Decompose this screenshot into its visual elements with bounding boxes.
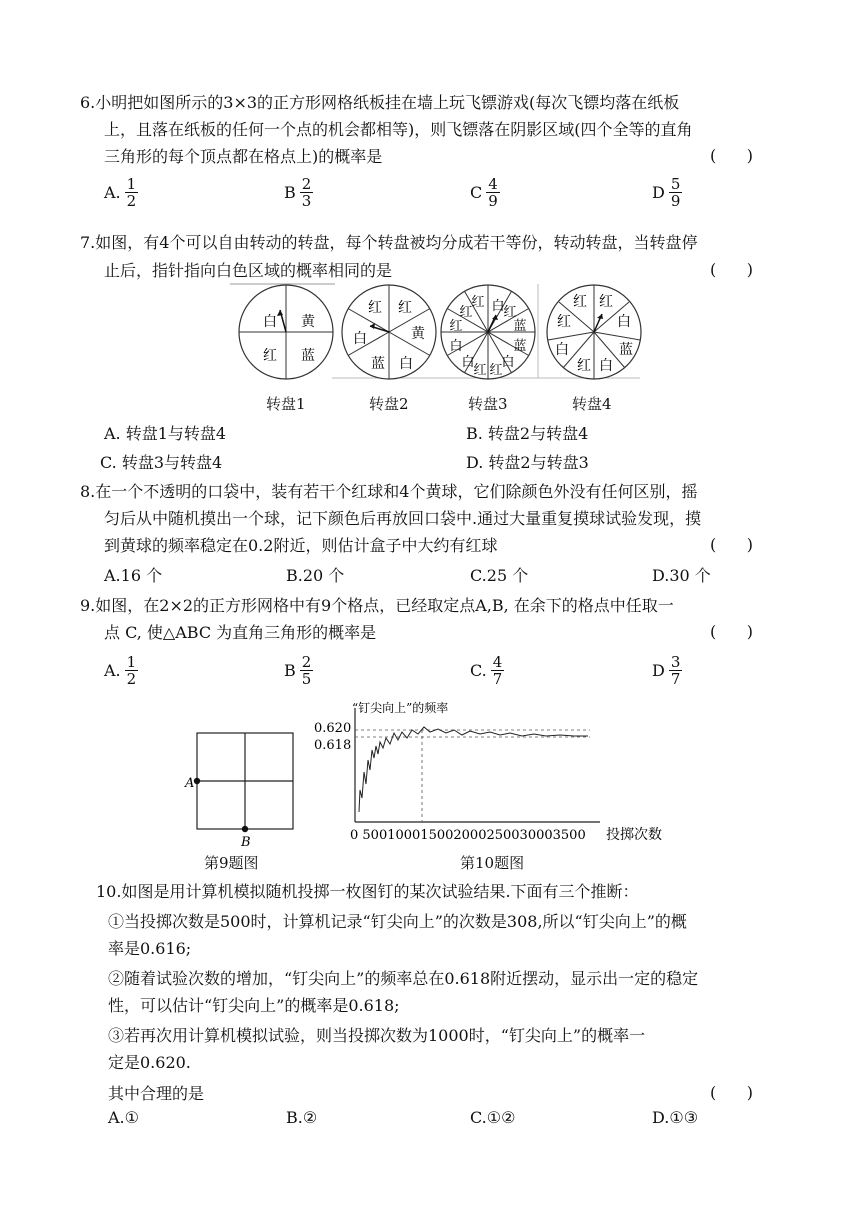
spinners-figure (230, 282, 650, 390)
spinner-3-label: 蓝 (513, 339, 527, 354)
spinner-4-label: 蓝 (619, 342, 633, 358)
spinner-1-label: 白 (263, 314, 277, 330)
spinner-4-label: 红 (557, 314, 571, 330)
q6-option-d[interactable]: D $\frac{5}{9}$ (652, 175, 681, 210)
spinner-3 (441, 285, 535, 379)
q8-answer-paren[interactable]: ( ) (710, 535, 753, 554)
spinner-2-label: 红 (368, 300, 382, 316)
frequency-chart (310, 700, 690, 850)
spinner-4-label: 红 (573, 294, 587, 310)
q10-statement-1-cont: 率是0.616; (108, 939, 192, 958)
point-a-label: A (185, 776, 195, 791)
q10-statement-3-cont: 定是0.620. (108, 1053, 191, 1072)
spinner-4-label: 白 (555, 342, 569, 358)
q6-line-1: 6.小明把如图所示的3×3的正方形网格纸板挂在墙上玩飞镖游戏(每次飞镖均落在纸板 (80, 93, 680, 112)
q9-option-b[interactable]: B $\frac{2}{5}$ (284, 653, 312, 688)
spinner-3-label: 白 (449, 339, 463, 354)
point-b (242, 826, 248, 832)
spinner-3-label: 红 (473, 363, 487, 378)
q7-option-b[interactable]: B. 转盘2与转盘4 (466, 424, 589, 443)
q7-line-1: 7.如图，有4个可以自由转动的转盘，每个转盘被均分成若干等份，转动转盘，当转盘停 (80, 233, 698, 252)
spinner-4 (547, 285, 641, 379)
fraction: $\frac{4}{9}$ (488, 175, 498, 210)
q10-answer-paren[interactable]: ( ) (710, 1083, 753, 1102)
q6-option-b[interactable]: B $\frac{2}{3}$ (284, 175, 312, 210)
q9-option-d[interactable]: D $\frac{3}{7}$ (652, 653, 681, 688)
x-axis-label: 投掷次数 (606, 827, 662, 843)
figure-9-caption: 第9题图 (204, 854, 259, 872)
q8-option-d[interactable]: D.30 个 (652, 566, 711, 585)
q7-option-c[interactable]: C. 转盘3与转盘4 (100, 453, 223, 472)
q6-line-3: 三角形的每个顶点都在格点上)的概率是 (104, 147, 383, 166)
q10-statement-1: ①当投掷次数是500时，计算机记录“钉尖向上”的次数是308,所以“钉尖向上”的概 (108, 912, 687, 931)
q9-option-c[interactable]: C. $\frac{4}{7}$ (470, 653, 503, 688)
y-tick-0620: 0.620 (314, 721, 352, 736)
q7-option-d[interactable]: D. 转盘2与转盘3 (466, 453, 589, 472)
q8-line-3: 到黄球的频率稳定在0.2附近，则估计盒子中大约有红球 (104, 536, 498, 555)
q6-line-2: 上，且落在纸板的任何一个点的机会都相等)，则飞镖落在阴影区域(四个全等的直角 (104, 120, 693, 139)
q10-statement-3: ③若再次用计算机模拟试验，则当投掷次数为1000时，“钉尖向上”的概率一 (108, 1026, 646, 1045)
q10-option-b[interactable]: B.② (286, 1108, 318, 1127)
spinner-2-label: 白 (353, 331, 367, 347)
spinner-2 (342, 285, 436, 379)
fraction: $\frac{5}{9}$ (670, 175, 681, 210)
point-a (194, 778, 200, 784)
q6-option-c[interactable]: C $\frac{4}{9}$ (470, 175, 498, 210)
q6-answer-paren[interactable]: ( ) (710, 146, 753, 165)
spinner-2-label: 黄 (411, 326, 425, 342)
q10-option-d[interactable]: D.①③ (652, 1108, 699, 1127)
spinner-3-label: 白 (491, 299, 505, 314)
spinner-3-label: 红 (503, 305, 517, 320)
grid-figure-9 (180, 725, 305, 850)
spinner-2-caption: 转盘2 (369, 395, 409, 413)
spinner-4-label: 红 (599, 294, 613, 310)
fraction: $\frac{4}{7}$ (492, 653, 503, 688)
q8-option-a[interactable]: A.16 个 (104, 566, 163, 585)
q7-answer-paren[interactable]: ( ) (710, 260, 753, 279)
spinner-2-label: 蓝 (371, 356, 385, 372)
spinner-4-label: 红 (577, 358, 591, 374)
q10-option-a[interactable]: A.① (108, 1108, 139, 1127)
q7-option-a[interactable]: A. 转盘1与转盘4 (104, 424, 227, 443)
spinner-3-label: 红 (449, 319, 463, 334)
q10-statement-2-cont: 性，可以估计“钉尖向上”的概率是0.618; (108, 996, 400, 1015)
spinner-3-caption: 转盘3 (468, 395, 508, 413)
spinner-1-label: 蓝 (301, 348, 315, 364)
spinner-3-label: 红 (471, 295, 485, 310)
spinner-2-label: 白 (399, 356, 413, 372)
q10-option-c[interactable]: C.①② (470, 1108, 516, 1127)
spinner-2-label: 红 (398, 300, 412, 316)
figure-10-caption: 第10题图 (460, 854, 525, 872)
frequency-curve (359, 727, 588, 812)
spinner-4-label: 白 (599, 358, 613, 374)
q8-line-1: 8.在一个不透明的口袋中，装有若干个红球和4个黄球，它们除颜色外没有任何区别，摇 (80, 482, 698, 501)
spinner-3-label: 红 (459, 305, 473, 320)
spinner-3-label: 白 (501, 355, 515, 370)
spinner-4-caption: 转盘4 (572, 395, 612, 413)
q9-line-2: 点 C, 使△ABC 为直角三角形的概率是 (104, 623, 377, 642)
q8-option-b[interactable]: B.20 个 (286, 566, 345, 585)
spinner-1-label: 红 (263, 348, 277, 364)
spinner-1-label: 黄 (301, 314, 315, 330)
q6-option-a[interactable]: A. $\frac{1}{2}$ (104, 175, 137, 210)
spinner-1-caption: 转盘1 (266, 395, 306, 413)
x-axis-ticks: 0 500100015002000250030003500 (350, 828, 586, 843)
q9-answer-paren[interactable]: ( ) (710, 622, 753, 641)
q9-option-a[interactable]: A. $\frac{1}{2}$ (104, 653, 137, 688)
fraction: $\frac{1}{2}$ (126, 175, 137, 210)
fraction: $\frac{2}{3}$ (301, 175, 312, 210)
spinner-3-label: 红 (489, 363, 503, 378)
spinner-1 (239, 285, 333, 379)
fraction: $\frac{2}{5}$ (301, 653, 312, 688)
spinner-3-label: 白 (461, 355, 475, 370)
q10-prompt: 其中合理的是 (108, 1084, 205, 1103)
q9-line-1: 9.如图，在2×2的正方形网格中有9个格点，已经取定点A,B, 在余下的格点中任取一 (80, 596, 674, 615)
q10-line-1: 10.如图是用计算机模拟随机投掷一枚图钉的某次试验结果.下面有三个推断： (96, 882, 639, 901)
fraction: $\frac{3}{7}$ (670, 653, 681, 688)
q8-option-c[interactable]: C.25 个 (470, 566, 529, 585)
q7-line-2: 止后，指针指向白色区域的概率相同的是 (104, 261, 393, 280)
q10-statement-2: ②随着试验次数的增加，“钉尖向上”的频率总在0.618附近摆动，显示出一定的稳定 (108, 969, 699, 988)
q8-line-2: 匀后从中随机摸出一个球，记下颜色后再放回口袋中.通过大量重复摸球试验发现，摸 (104, 509, 702, 528)
spinner-4-label: 白 (617, 314, 631, 330)
spinner-3-label: 蓝 (513, 319, 527, 334)
point-b-label: B (241, 835, 251, 850)
y-tick-0618: 0.618 (314, 738, 352, 753)
chart-title: “钉尖向上”的频率 (352, 701, 449, 715)
fraction: $\frac{1}{2}$ (126, 653, 137, 688)
